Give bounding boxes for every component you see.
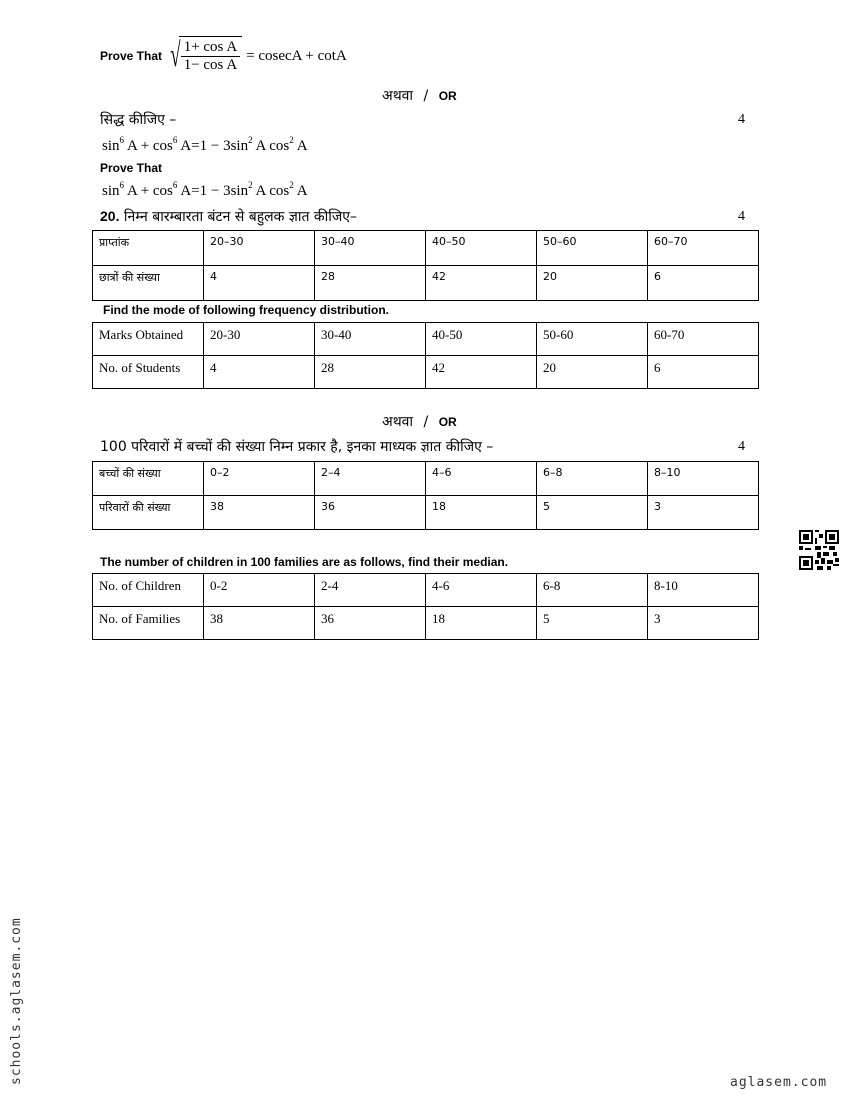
table-cell: 20–30 — [204, 231, 315, 266]
table-cell: 36 — [315, 496, 426, 530]
table-cell: 2–4 — [315, 462, 426, 496]
table-cell: 3 — [648, 607, 759, 640]
or-divider-2 — [382, 412, 457, 431]
q20-heading — [100, 207, 357, 226]
table-cell: 38 — [204, 607, 315, 640]
table-cell: 0–2 — [204, 462, 315, 496]
q20-alt-hindi-table — [92, 461, 759, 530]
table-cell: 40-50 — [426, 323, 537, 356]
table-cell: 42 — [426, 356, 537, 389]
q20-alt-hindi-instruction: 100 परिवारों में बच्चों की संख्या निम्न प्रकार है, इनका माध्यक ज्ञात कीजिए – — [100, 439, 494, 455]
or-english: OR — [438, 415, 457, 429]
or-hindi: अथवा — [382, 414, 414, 430]
table-cell: 6-8 — [537, 574, 648, 607]
table-row — [93, 574, 759, 607]
table-cell: 20 — [537, 356, 648, 389]
table-cell: 36 — [315, 607, 426, 640]
table-cell: 8-10 — [648, 574, 759, 607]
table-cell: 40–50 — [426, 231, 537, 266]
table-cell: 50-60 — [537, 323, 648, 356]
table-cell: 20-30 — [204, 323, 315, 356]
side-watermark: schools.aglasem.com — [9, 917, 24, 1085]
table-cell: 18 — [426, 607, 537, 640]
q20-marks: 4 — [738, 209, 745, 224]
table-cell: 4-6 — [426, 574, 537, 607]
table-row — [93, 323, 759, 356]
table-cell: 30–40 — [315, 231, 426, 266]
table-cell: 30-40 — [315, 323, 426, 356]
table-row — [93, 462, 759, 496]
q20-alt-english-table — [92, 573, 759, 640]
table-cell: 4 — [204, 356, 315, 389]
alt-prove-that-label: Prove That — [100, 161, 163, 175]
table-cell: 6–8 — [537, 462, 648, 496]
table-cell: छात्रों की संख्या — [93, 266, 204, 301]
q20-hindi-instruction: निम्न बारम्बारता बंटन से बहुलक ज्ञात कीजिए– — [123, 209, 358, 225]
table-cell: 60–70 — [648, 231, 759, 266]
fraction-denominator: 1− cos A — [183, 57, 238, 73]
footer-watermark: aglasem.com — [730, 1075, 828, 1090]
table-cell: 8–10 — [648, 462, 759, 496]
table-row — [93, 356, 759, 389]
table-row — [93, 231, 759, 266]
identity-hindi: $\sin^6 A + \cos^6 A=1 - 3\sin^2$ A $\cos^2 A$ — [102, 135, 308, 154]
table-cell: 6 — [648, 356, 759, 389]
q20-hindi-table — [92, 230, 759, 301]
q20-alt-english-instruction: The number of children in 100 families are as follows, find their median. — [100, 555, 509, 569]
q20-english-table — [92, 322, 759, 389]
table-cell: 0-2 — [204, 574, 315, 607]
q19-alt-hindi-instruction: सिद्ध कीजिए – — [100, 112, 177, 128]
q20-number: 20. — [100, 208, 120, 224]
q20-english-instruction: Find the mode of following frequency distribution. — [103, 303, 389, 317]
table-cell: 5 — [537, 607, 648, 640]
sqrt-expression: √ $\frac{\text{1+ cos A}}{\text{1− cos A}}$ — [166, 36, 242, 76]
table-cell: 5 — [537, 496, 648, 530]
table-cell: 2-4 — [315, 574, 426, 607]
prove-that-label: Prove That — [100, 49, 163, 63]
table-cell: No. of Families — [93, 607, 204, 640]
table-cell: 50–60 — [537, 231, 648, 266]
or-divider-1 — [382, 86, 457, 105]
table-row — [93, 496, 759, 530]
table-cell: 38 — [204, 496, 315, 530]
table-cell: 42 — [426, 266, 537, 301]
q19-alt-marks: 4 — [738, 112, 745, 127]
identity-english: $\sin^6 A + \cos^6 A=1 - 3\sin^2$ A $\cos^2 A$ — [102, 180, 308, 199]
table-cell: 3 — [648, 496, 759, 530]
table-row — [93, 607, 759, 640]
table-cell: 28 — [315, 266, 426, 301]
table-cell: परिवारों की संख्या — [93, 496, 204, 530]
q19-statement — [100, 32, 347, 80]
or-english: OR — [438, 89, 457, 103]
table-cell: No. of Students — [93, 356, 204, 389]
or-slash: / — [423, 88, 429, 104]
q20-alt-marks: 4 — [738, 439, 745, 454]
fraction-numerator: 1+ cos A — [181, 39, 240, 57]
table-cell: 18 — [426, 496, 537, 530]
table-cell: बच्चों की संख्या — [93, 462, 204, 496]
table-cell: 20 — [537, 266, 648, 301]
table-cell: Marks Obtained — [93, 323, 204, 356]
table-cell: 6 — [648, 266, 759, 301]
table-cell: No. of Children — [93, 574, 204, 607]
table-cell: 60-70 — [648, 323, 759, 356]
table-cell: प्राप्तांक — [93, 231, 204, 266]
table-cell: 28 — [315, 356, 426, 389]
table-row — [93, 266, 759, 301]
table-cell: 4–6 — [426, 462, 537, 496]
or-hindi: अथवा — [382, 88, 414, 104]
qr-code-icon[interactable] — [799, 530, 839, 570]
table-cell: 4 — [204, 266, 315, 301]
rhs-expression: = cosecA + cotA — [246, 47, 347, 64]
or-slash: / — [423, 414, 429, 430]
